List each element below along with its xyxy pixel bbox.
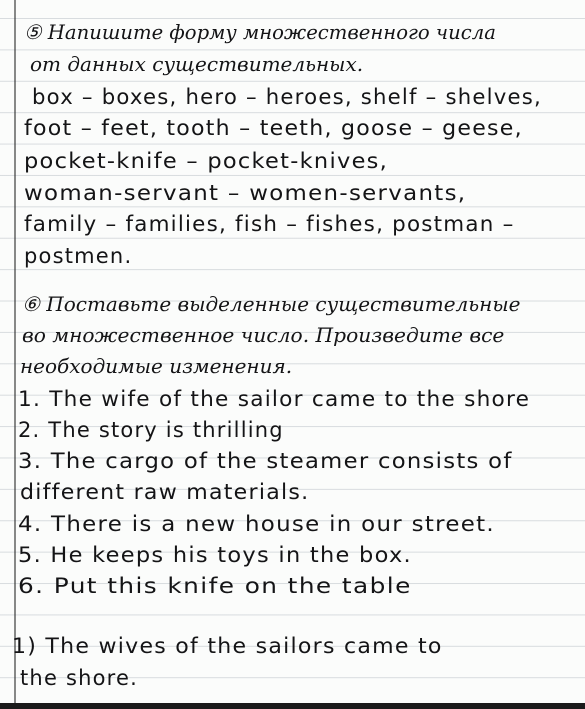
task6-sentence-5: 5. He keeps his toys in the box. bbox=[18, 543, 412, 567]
task6-heading-line1: ⑥ Поставьте выделенные существительные bbox=[22, 292, 521, 316]
notebook-margin-line bbox=[14, 0, 16, 709]
task6-sentence-3-continued: different raw materials. bbox=[20, 480, 310, 504]
task6-answer-line2: the shore. bbox=[20, 666, 139, 690]
task6-heading-line2: во множественное число. Произведите все bbox=[22, 323, 505, 347]
page-bottom-edge bbox=[0, 703, 585, 709]
task6-answer-line1: 1) The wives of the sailors came to bbox=[12, 634, 443, 658]
task5-answer-line: box – boxes, hero – heroes, shelf – shelves, bbox=[32, 85, 542, 109]
task5-answer-line: pocket-knife – pocket-knives, bbox=[24, 149, 389, 173]
task6-sentence-3: 3. The cargo of the steamer consists of bbox=[18, 449, 513, 473]
task5-answer-line: postmen. bbox=[24, 244, 133, 268]
task6-sentence-6: 6. Put this knife on the table bbox=[18, 574, 412, 598]
task5-heading-line2: от данных существительных. bbox=[30, 52, 364, 76]
task6-sentence-4: 4. There is a new house in our street. bbox=[18, 512, 495, 536]
task6-sentence-2: 2. The story is thrilling bbox=[18, 418, 284, 442]
task5-answer-line: family – families, fish – fishes, postman – bbox=[24, 212, 515, 236]
task5-answer-line: foot – feet, tooth – teeth, goose – geese, bbox=[24, 116, 523, 140]
task5-heading-line1: ⑤ Напишите форму множественного числа bbox=[24, 20, 496, 44]
task6-heading-line3: необходимые изменения. bbox=[20, 354, 293, 378]
task6-sentence-1: 1. The wife of the sailor came to the shore bbox=[18, 387, 531, 411]
task5-answer-line: woman-servant – women-servants, bbox=[24, 181, 467, 205]
